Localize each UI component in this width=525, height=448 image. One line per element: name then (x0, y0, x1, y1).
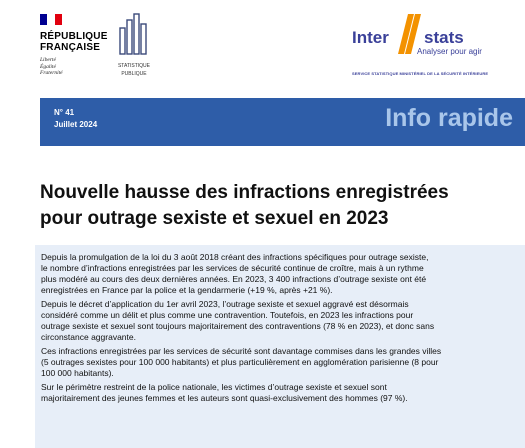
ssp-line1: STATISTIQUE (117, 63, 151, 69)
summary-box (35, 245, 525, 448)
info-rapide-banner (40, 98, 525, 146)
summary-paragraph-2 (41, 299, 525, 343)
summary-line: considéré comme un délit et plus comme une contravention. Toutefois, en 2023 les infractions pour (41, 310, 414, 320)
republique-line2: FRANÇAISE (40, 42, 101, 53)
title-line-2: pour outrage sexiste et sexuel en 2023 (40, 208, 389, 229)
summary-line: Sur le périmètre restreint de la police nationale, les victimes d’outrage sexiste et sexuel sont (41, 382, 387, 392)
banner-title: Info rapide (385, 104, 513, 132)
summary-line: 100 000 habitants). (41, 368, 114, 378)
article-title (40, 180, 510, 232)
interstats-tagline: Analyser pour agir (417, 47, 482, 56)
statistique-publique-logo (112, 12, 156, 77)
summary-line: Ces infractions enregistrées par les services de sécurité sont davantage commises dans les grandes villes (41, 346, 442, 356)
ssp-line2: PUBLIQUE (121, 71, 147, 77)
summary-line: outrage sexiste et sexuel sont toujours majoritairement des contraventions (78 % en 2023), et donc sans (41, 321, 435, 331)
interstats-subtitle: SERVICE STATISTIQUE MINISTÉRIEL DE LA SÉCURITÉ INTÉRIEURE (352, 71, 489, 76)
summary-line: majoritairement des jeunes femmes et les auteurs sont quasi-exclusivement des hommes (97 %). (41, 393, 408, 403)
summary-line: (5 outrages sexistes pour 100 000 habitants) et plus particulièrement en agglomération parisienne (8 pour (41, 357, 439, 367)
summary-line: plus modéré au cours des deux dernières années. En 2023, 3 400 infractions d’outrage sexiste ont été (41, 274, 427, 284)
motto-egalite: Égalité (40, 63, 56, 70)
issue-number: N° 41 (54, 108, 75, 117)
summary-paragraph-3 (41, 346, 525, 379)
summary-paragraph-4 (41, 382, 525, 404)
republique-motto (40, 57, 108, 77)
motto-fraternite: Fraternité (40, 70, 63, 76)
issue-date: Juillet 2024 (54, 120, 98, 129)
title-line-1: Nouvelle hausse des infractions enregistrées (40, 182, 449, 203)
summary-line: circonstance aggravante. (41, 332, 136, 342)
summary-line: le nombre d’infractions enregistrées par les services de sécurité continue de croître, mais à un rythme (41, 263, 424, 273)
interstats-stats: stats (424, 28, 464, 47)
republique-francaise-logo (40, 14, 108, 77)
summary-line: Depuis la promulgation de la loi du 3 août 2018 créant des infractions spécifiques pour outrage sexiste, (41, 252, 429, 262)
document-header (0, 0, 525, 92)
summary-line: enregistrées en France par la police et la gendarmerie (+19 %, après +21 %). (41, 285, 333, 295)
interstats-logo (352, 14, 512, 78)
french-flag-icon (40, 14, 62, 25)
republique-line1: RÉPUBLIQUE (40, 31, 108, 42)
statistique-publique-icon (117, 12, 151, 56)
summary-paragraph-1 (41, 252, 525, 296)
interstats-inter: Inter (352, 28, 389, 47)
summary-line: Depuis le décret d’application du 1er avril 2023, l’outrage sexiste et sexuel aggravé est désormais (41, 299, 409, 309)
motto-liberte: Liberté (40, 57, 56, 63)
